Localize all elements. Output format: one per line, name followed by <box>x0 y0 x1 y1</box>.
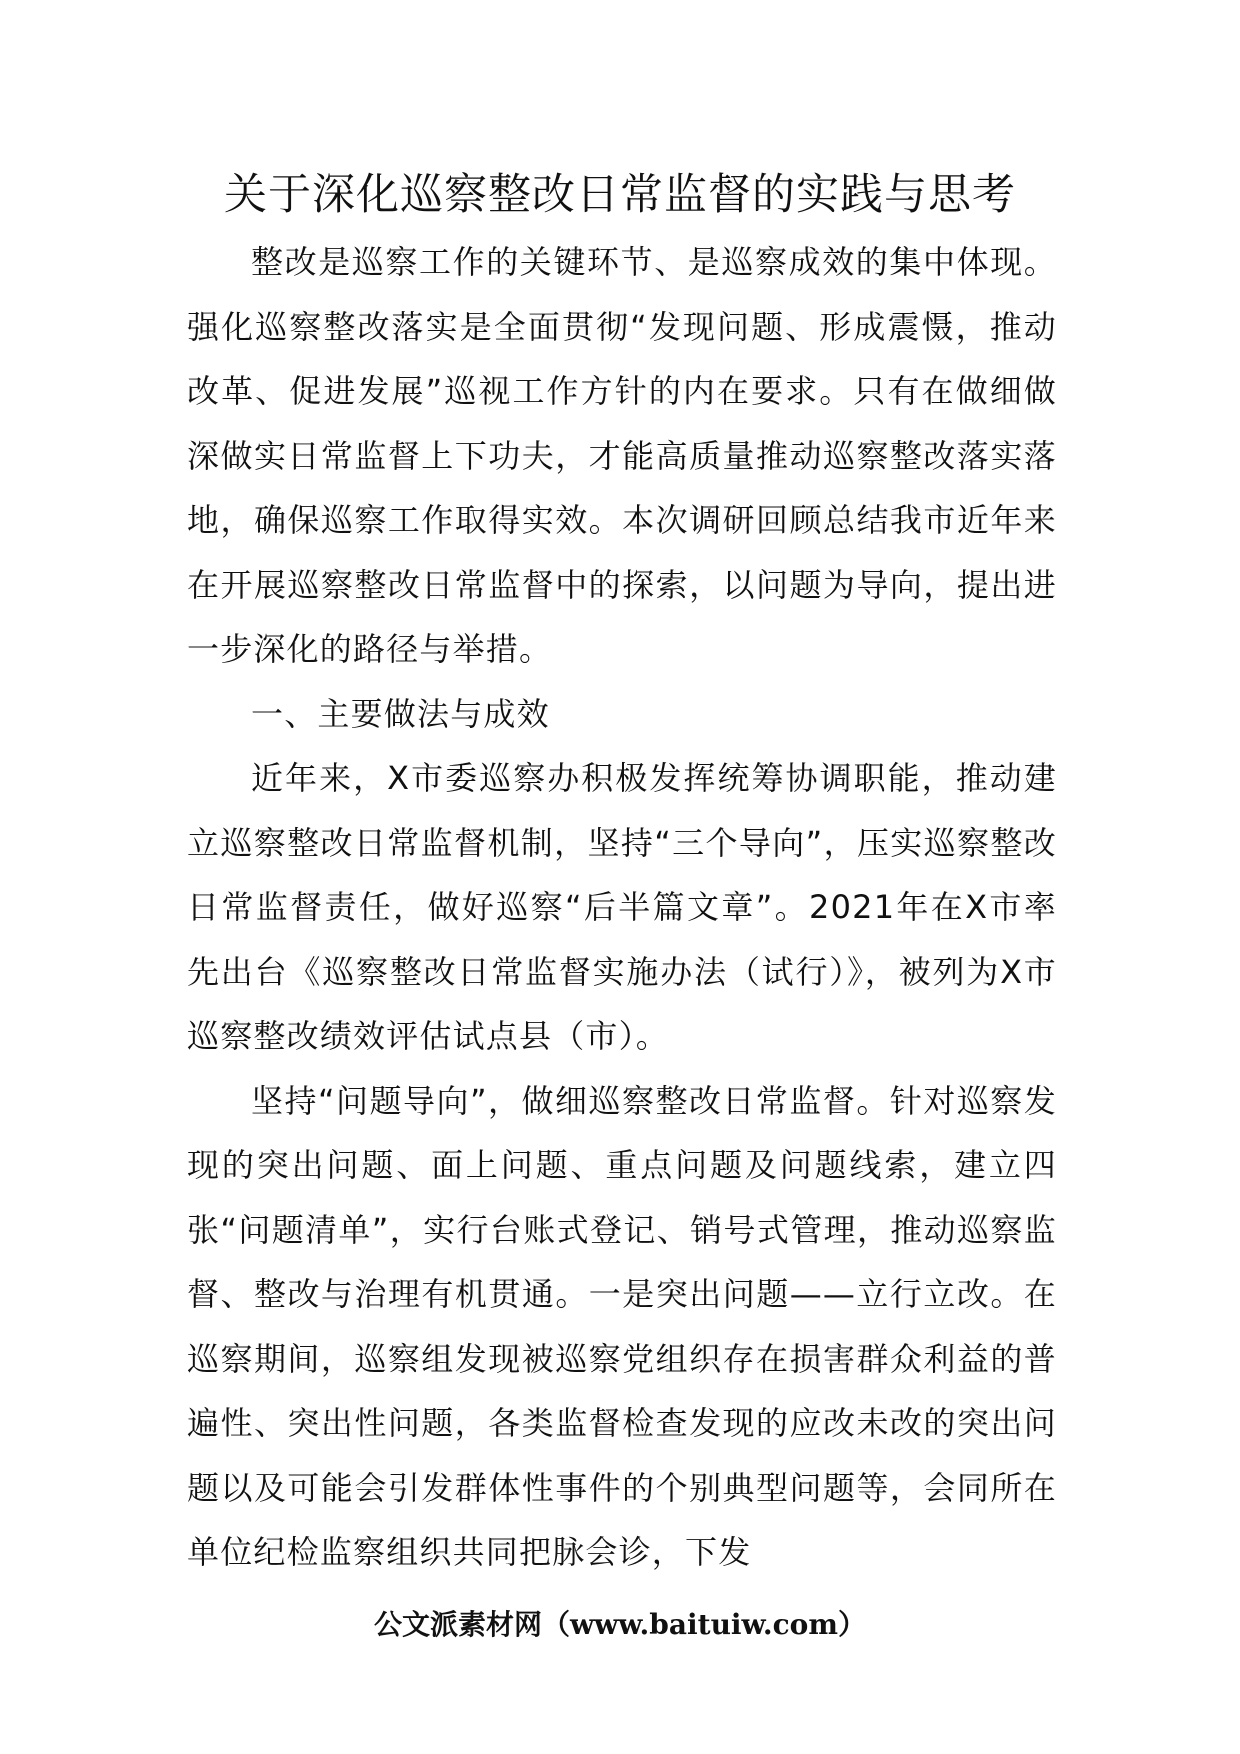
paragraph-problem-orientation: 坚持“问题导向”，做细巡察整改日常监督。针对巡察发现的突出问题、面上问题、重点问题及问题线索，建立四张“问题清单”，实行台账式登记、销号式管理，推动巡察监督、整改与治理有机贯通。一是突出问题——立行立改。在巡察期间，巡察组发现被巡察党组织存在损害群众利益的普遍性、突出性问题，各类监督检查发现的应改未改的突出问题以及可能会引发群体性事件的个别典型问题等，会同所在单位纪检监察组织共同把脉会诊，下发 <box>187 1081 1057 1571</box>
paragraph-overview: 近年来，X市委巡察办积极发挥统筹协调职能，推动建立巡察整改日常监督机制，坚持“三个导向”，压实巡察整改日常监督责任，做好巡察“后半篇文章”。2021年在X市率先出台《巡察整改日常监督实施办法（试行）》，被列为X市巡察整改绩效评估试点县（市）。 <box>187 759 1057 1055</box>
document-body <box>187 230 1057 1585</box>
document-title: 关于深化巡察整改日常监督的实践与思考 <box>224 170 1016 220</box>
paragraph-intro: 整改是巡察工作的关键环节、是巡察成效的集中体现。强化巡察整改落实是全面贯彻“发现问题、形成震慑，推动改革、促进发展”巡视工作方针的内在要求。只有在做细做深做实日常监督上下功夫，才能高质量推动巡察整改落实落地，确保巡察工作取得实效。本次调研回顾总结我市近年来在开展巡察整改日常监督中的探索，以问题为导向，提出进一步深化的路径与举措。 <box>187 243 1057 668</box>
section-heading: 一、主要做法与成效 <box>251 694 550 733</box>
source-watermark: 公文派素材网（www.baituiw.com） <box>374 1608 866 1641</box>
